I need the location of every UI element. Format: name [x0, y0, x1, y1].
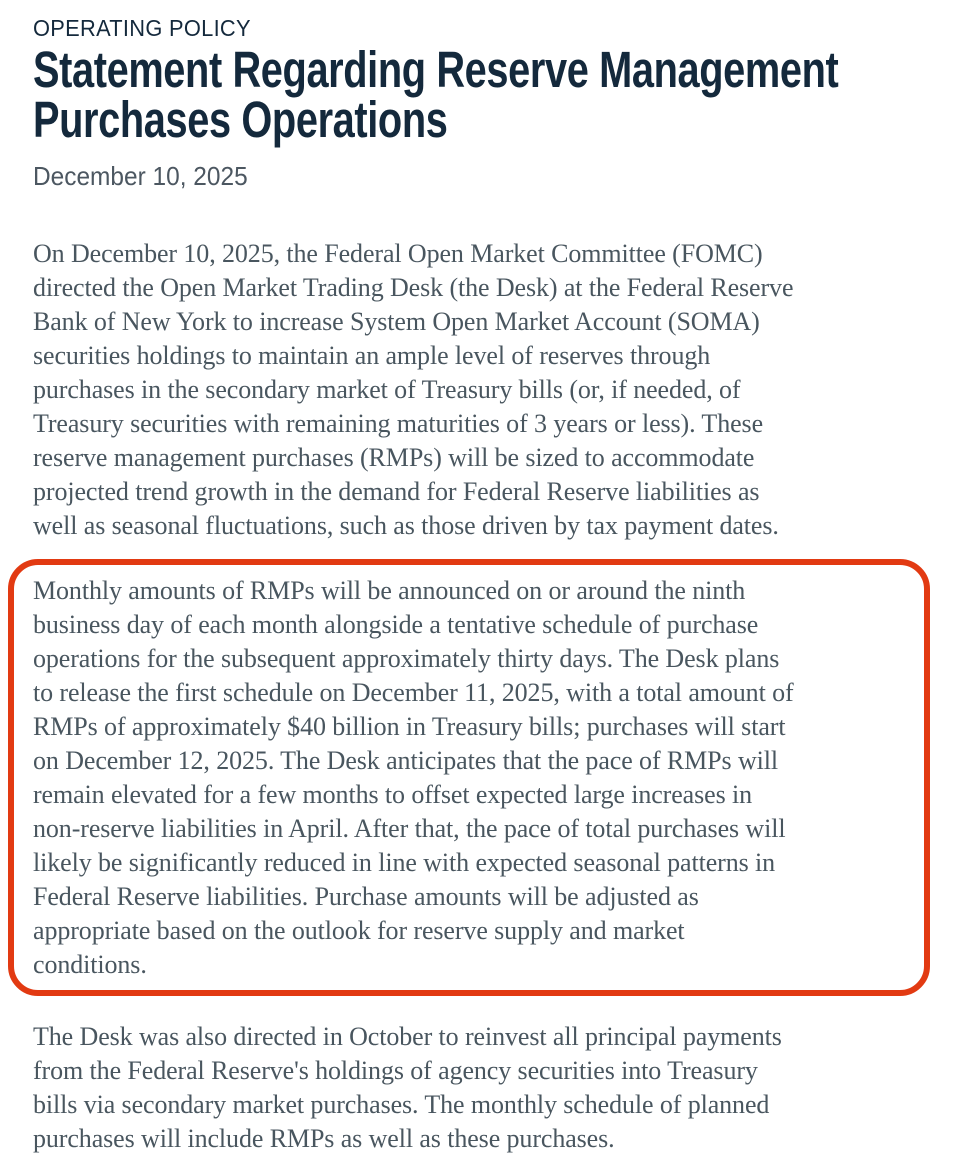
- page-title: [33, 41, 930, 148]
- text-line: likely be significantly reduced in line with expected seasonal patterns in: [33, 848, 776, 877]
- text-line: bills via secondary market purchases. The monthly schedule of planned: [33, 1090, 770, 1119]
- text-line: purchases will include RMPs as well as these purchases.: [33, 1124, 615, 1153]
- page-title-line-1: Statement Regarding Reserve Management: [33, 41, 839, 98]
- text-line: appropriate based on the outlook for reserve supply and market: [33, 916, 685, 945]
- text-line: conditions.: [33, 950, 147, 979]
- text-line: Monthly amounts of RMPs will be announced on or around the ninth: [33, 576, 746, 605]
- text-line: Federal Reserve liabilities. Purchase amounts will be adjusted as: [33, 882, 699, 911]
- text-line: well as seasonal fluctuations, such as those driven by tax payment dates.: [33, 511, 779, 540]
- text-line: reserve management purchases (RMPs) will be sized to accommodate: [33, 443, 755, 472]
- text-line: from the Federal Reserve's holdings of agency securities into Treasury: [33, 1056, 758, 1085]
- text-line: On December 10, 2025, the Federal Open Market Committee (FOMC): [33, 239, 763, 268]
- category-label: OPERATING POLICY: [33, 15, 251, 41]
- paragraph-fomc-directive: [33, 237, 930, 543]
- text-line: purchases in the secondary market of Treasury bills (or, if needed, of: [33, 375, 741, 404]
- paragraph-reinvestment-directive: [33, 1020, 930, 1157]
- red-highlight-annotation-box: [8, 559, 930, 996]
- text-line: The Desk was also directed in October to reinvest all principal payments: [33, 1022, 782, 1051]
- text-line: Treasury securities with remaining maturities of 3 years or less). These: [33, 409, 764, 438]
- publication-date: December 10, 2025: [33, 161, 248, 191]
- text-line: remain elevated for a few months to offset expected large increases in: [33, 780, 753, 809]
- text-line: RMPs of approximately $40 billion in Treasury bills; purchases will start: [33, 712, 786, 741]
- page-title-line-2: Purchases Operations: [33, 91, 448, 148]
- text-line: to release the first schedule on December 11, 2025, with a total amount of: [33, 678, 794, 707]
- text-line: business day of each month alongside a tentative schedule of purchase: [33, 610, 759, 639]
- text-line: on December 12, 2025. The Desk anticipates that the pace of RMPs will: [33, 746, 778, 775]
- text-line: non-reserve liabilities in April. After that, the pace of total purchases will: [33, 814, 786, 843]
- text-line: projected trend growth in the demand for Federal Reserve liabilities as: [33, 477, 760, 506]
- text-line: operations for the subsequent approximately thirty days. The Desk plans: [33, 644, 780, 673]
- text-line: directed the Open Market Trading Desk (the Desk) at the Federal Reserve: [33, 273, 794, 302]
- text-line: securities holdings to maintain an ample level of reserves through: [33, 341, 711, 370]
- article-header: [33, 15, 930, 191]
- paragraph-monthly-rmp-schedule-highlighted: [33, 574, 924, 982]
- text-line: Bank of New York to increase System Open Market Account (SOMA): [33, 307, 760, 336]
